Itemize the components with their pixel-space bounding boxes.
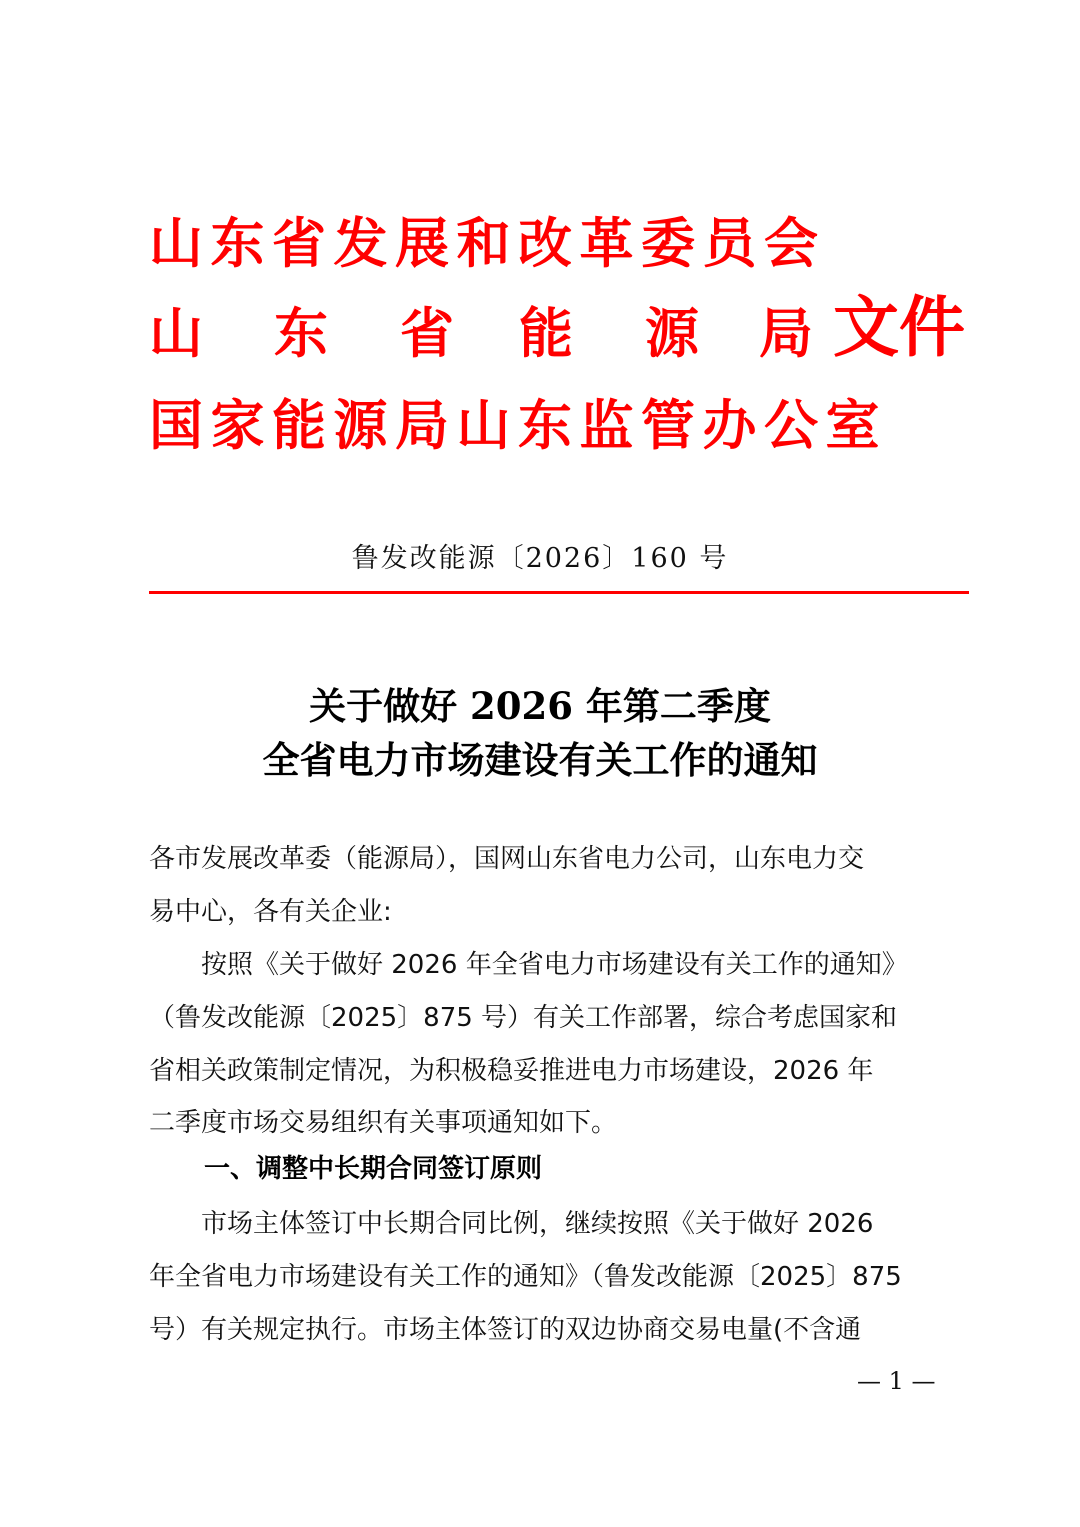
section-1-paragraph-line: 号）有关规定执行。市场主体签订的双边协商交易电量(不含通: [149, 1315, 862, 1345]
page-number: — 1 —: [857, 1367, 936, 1395]
document-number: 鲁发改能源〔2026〕160 号: [351, 543, 729, 574]
intro-paragraph-line: 按照《关于做好 2026 年全省电力市场建设有关工作的通知》: [149, 950, 908, 980]
header-char: 局: [759, 301, 813, 365]
header-char: 源: [645, 301, 699, 365]
issuer-header-line-3: 国家能源局山东监管办公室: [149, 393, 887, 457]
intro-paragraph-line: （鲁发改能源〔2025〕875 号）有关工作部署，综合考虑国家和: [149, 1003, 898, 1033]
addressee-line: 易中心，各有关企业:: [149, 897, 392, 927]
issuer-header-line-1: 山东省发展和改革委员会: [149, 211, 826, 275]
header-char: 山: [149, 301, 203, 365]
addressee-line: 各市发展改革委（能源局），国网山东省电力公司，山东电力交: [149, 844, 865, 874]
header-char: 省: [400, 301, 454, 365]
header-char: 能: [519, 301, 573, 365]
red-separator-line: [149, 591, 969, 594]
intro-paragraph-line: 二季度市场交易组织有关事项通知如下。: [149, 1108, 618, 1138]
document-label: 文件: [833, 288, 965, 366]
section-1-paragraph-line: 年全省电力市场建设有关工作的通知》（鲁发改能源〔2025〕875: [149, 1262, 902, 1292]
section-heading-1: 一、调整中长期合同签订原则: [204, 1154, 543, 1184]
document-title-line-1: 关于做好 2026 年第二季度: [309, 684, 771, 728]
document-title-line-2: 全省电力市场建设有关工作的通知: [262, 738, 818, 782]
intro-paragraph-line: 省相关政策制定情况，为积极稳妥推进电力市场建设，2026 年: [149, 1056, 874, 1086]
header-char: 东: [274, 301, 328, 365]
section-1-paragraph-line: 市场主体签订中长期合同比例，继续按照《关于做好 2026: [149, 1209, 874, 1239]
